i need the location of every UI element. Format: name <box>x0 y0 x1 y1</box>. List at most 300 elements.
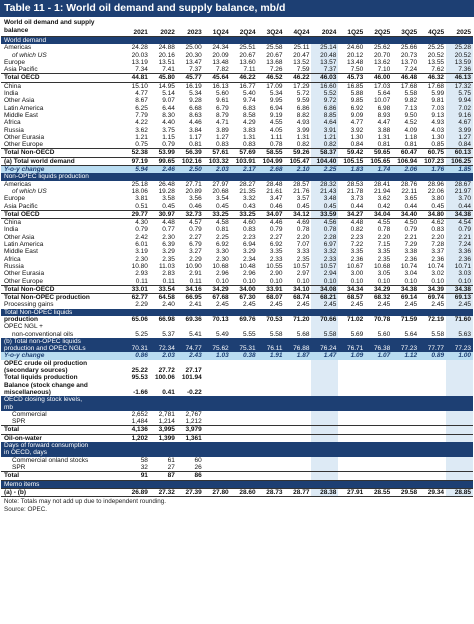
table-cell: 64.58 <box>158 294 175 302</box>
table-cell: 0.81 <box>377 141 391 149</box>
table-cell: -1.66 <box>133 388 148 396</box>
table-cell <box>258 173 285 180</box>
table-cell: 0.10 <box>377 277 391 285</box>
table-cell <box>204 323 231 330</box>
table-cell <box>177 360 204 367</box>
table-cell <box>311 173 338 180</box>
table-cell: 4.93 <box>431 119 445 127</box>
row-label: World demand <box>1 37 123 45</box>
table-cell <box>177 37 204 45</box>
table-row <box>1 66 473 74</box>
table-cell <box>231 389 258 396</box>
table-cell <box>446 338 473 345</box>
row-label: Europe <box>4 195 25 203</box>
table-cell <box>419 173 446 180</box>
table-cell <box>123 382 150 389</box>
table-cell: 72.34 <box>150 345 177 352</box>
note-rounding: Note: Totals may not add up due to independent rounding. <box>4 498 166 506</box>
table-cell: 0.83 <box>431 226 445 234</box>
table-cell <box>392 374 419 381</box>
table-cell <box>446 472 473 480</box>
table-cell: 2.29 <box>135 301 148 309</box>
table-cell: 4.55 <box>377 219 391 227</box>
table-cell <box>365 37 392 45</box>
oil-balance-table <box>1 17 473 497</box>
table-cell <box>123 449 150 456</box>
col-header: 4Q25 <box>419 17 446 37</box>
table-cell: 25.51 <box>239 44 256 52</box>
table-cell: 25.18 <box>131 180 148 188</box>
table-cell: 2.28 <box>311 234 338 241</box>
table-cell <box>231 434 258 442</box>
row-label: Commercial <box>12 410 47 418</box>
table-cell: 16.19 <box>185 82 202 90</box>
table-cell <box>311 442 338 449</box>
table-cell: 1,214 <box>158 418 175 426</box>
table-cell: 101.94 <box>181 374 202 382</box>
table-cell <box>446 37 473 45</box>
table-cell: 9.28 <box>189 97 202 105</box>
table-cell: 3.35 <box>350 248 364 256</box>
table-cell <box>204 338 231 345</box>
row-label: Europe <box>4 58 25 66</box>
table-cell <box>150 396 177 403</box>
table-cell: 6.92 <box>216 241 229 249</box>
table-cell: 59.65 <box>365 149 392 157</box>
table-cell: 6.86 <box>296 104 310 112</box>
table-cell <box>338 309 365 316</box>
row-label: Other Europe <box>4 141 44 149</box>
table-cell: 2.90 <box>269 270 283 278</box>
table-cell: 10.68 <box>212 262 229 270</box>
table-cell: 3.29 <box>242 248 256 256</box>
table-cell <box>311 426 338 434</box>
table-cell <box>446 382 473 389</box>
table-cell <box>338 472 365 480</box>
table-cell: 99.65 <box>150 157 177 165</box>
table-cell: 3.57 <box>296 195 310 203</box>
table-cell <box>311 480 338 488</box>
table-cell <box>231 404 258 411</box>
table-row <box>1 52 473 59</box>
table-cell: 76.11 <box>258 345 285 352</box>
table-cell <box>365 480 392 488</box>
table-cell: 27.39 <box>177 488 204 496</box>
table-cell: 8.63 <box>189 111 202 119</box>
section-header-row <box>1 404 473 411</box>
table-row <box>1 382 473 389</box>
table-cell <box>365 173 392 180</box>
row-label: Memo items <box>1 480 123 488</box>
table-cell <box>258 382 285 389</box>
table-cell: 4.46 <box>189 119 202 127</box>
table-cell <box>150 382 177 389</box>
table-cell <box>419 37 446 45</box>
table-cell: 5.75 <box>446 90 473 97</box>
table-row <box>1 263 473 270</box>
table-cell: 20.12 <box>347 51 364 59</box>
table-cell: 3.88 <box>377 126 391 134</box>
table-cell: 13.52 <box>293 58 310 66</box>
table-cell: 2.91 <box>189 270 202 278</box>
row-label: Days of forward consumption <box>1 442 123 449</box>
table-cell: 2.30 <box>162 233 175 241</box>
table-cell <box>311 37 338 45</box>
table-cell: 1.15 <box>162 133 175 141</box>
table-cell <box>338 418 365 426</box>
table-cell <box>338 173 365 180</box>
table-cell: 3.83 <box>242 126 256 134</box>
table-cell <box>150 338 177 345</box>
table-cell: 5.34 <box>269 90 283 98</box>
table-row <box>1 352 473 359</box>
row-label: of which US <box>12 51 47 59</box>
table-cell <box>338 367 365 374</box>
col-header: 2021 <box>123 17 150 37</box>
table-cell <box>311 382 338 389</box>
row-label: Latin America <box>4 241 44 249</box>
table-cell: 1,212 <box>185 418 202 426</box>
table-cell <box>419 338 446 345</box>
table-cell: 0.45 <box>216 202 229 210</box>
table-cell: 0.78 <box>311 226 338 233</box>
table-cell: 28.32 <box>311 181 338 188</box>
table-cell: 104.99 <box>258 157 285 165</box>
table-cell: 21.76 <box>293 187 310 195</box>
table-cell: 2.23 <box>350 233 364 241</box>
table-cell: 77.23 <box>446 345 473 352</box>
table-cell: 6.79 <box>216 104 229 112</box>
table-cell: 34.34 <box>338 285 365 293</box>
row-label: Other Asia <box>4 233 35 241</box>
table-cell <box>338 389 365 396</box>
col-header: 4Q24 <box>285 17 312 37</box>
table-cell <box>365 323 392 330</box>
table-cell: 28.27 <box>239 180 256 188</box>
table-row <box>1 464 473 472</box>
table-cell: 6.01 <box>135 241 148 249</box>
table-cell <box>446 404 473 411</box>
table-cell <box>446 374 473 381</box>
table-cell: 9.16 <box>446 112 473 119</box>
table-cell <box>258 309 285 316</box>
table-cell <box>150 37 177 45</box>
table-cell <box>419 418 446 426</box>
table-cell: 3.33 <box>296 248 310 256</box>
table-cell: 25.22 <box>131 367 148 375</box>
table-cell: 7.62 <box>431 66 445 74</box>
table-cell: 9.85 <box>350 97 364 105</box>
table-cell <box>258 464 285 472</box>
table-row <box>1 316 473 323</box>
table-cell: 70.31 <box>123 345 150 352</box>
table-cell: 53.99 <box>150 149 177 157</box>
table-row <box>1 149 473 157</box>
table-cell <box>204 426 231 434</box>
table-cell <box>204 418 231 426</box>
table-cell: 2.68 <box>258 166 285 174</box>
table-row <box>1 210 473 218</box>
table-cell <box>311 323 338 330</box>
table-cell: 5.64 <box>404 330 418 338</box>
table-cell: 9.09 <box>350 111 364 119</box>
table-cell <box>258 426 285 434</box>
table-cell <box>446 418 473 426</box>
table-cell: 2,781 <box>158 410 175 418</box>
table-cell: 3.35 <box>269 248 283 256</box>
table-cell: 2.20 <box>296 233 310 241</box>
table-cell: 66.95 <box>185 294 202 302</box>
table-cell <box>419 411 446 418</box>
table-cell: 3.35 <box>377 248 391 256</box>
table-cell: 0.11 <box>135 277 148 285</box>
table-cell: 3.04 <box>404 270 418 278</box>
table-cell: 13.51 <box>158 58 175 66</box>
table-cell <box>258 480 285 488</box>
table-cell <box>285 382 312 389</box>
table-cell: 7.36 <box>446 66 473 74</box>
table-notes <box>0 498 474 514</box>
table-cell <box>392 338 419 345</box>
table-cell: 34.08 <box>311 285 338 293</box>
table-cell: 34.16 <box>177 285 204 293</box>
table-cell: 28.41 <box>373 180 391 188</box>
table-cell: 29.77 <box>123 210 150 218</box>
table-cell: 2.36 <box>350 255 364 263</box>
table-cell: 2.96 <box>216 270 229 278</box>
table-cell <box>338 37 365 45</box>
table-cell: 2.96 <box>242 270 256 278</box>
col-header: 2022 <box>150 17 177 37</box>
table-cell: 20.89 <box>185 187 202 195</box>
table-cell: 2.45 <box>269 301 283 309</box>
row-label: India <box>4 226 19 234</box>
table-cell <box>177 173 204 180</box>
table-cell: 0.89 <box>419 352 446 359</box>
table-cell: 5.60 <box>216 90 229 98</box>
table-cell: 27.97 <box>212 180 229 188</box>
table-cell: 25.11 <box>293 44 310 52</box>
table-cell: 3.02 <box>431 270 445 278</box>
table-cell: 102.16 <box>177 157 204 165</box>
table-cell: 20.73 <box>400 51 418 59</box>
table-cell: 46.00 <box>365 74 392 82</box>
table-cell: 28.73 <box>258 488 285 496</box>
table-cell: 32 <box>140 463 148 471</box>
table-cell: 34.29 <box>365 285 392 293</box>
table-cell: 2.35 <box>296 255 310 263</box>
table-cell: 4.56 <box>311 219 338 227</box>
table-row <box>1 188 473 195</box>
table-cell: 28.38 <box>311 488 338 496</box>
table-cell: 11.03 <box>159 262 175 270</box>
table-row <box>1 285 473 293</box>
table-cell: 0.10 <box>404 277 418 285</box>
table-cell <box>204 389 231 396</box>
table-cell: 59.42 <box>338 149 365 157</box>
table-cell: 3.89 <box>216 126 229 134</box>
row-label: in OECD, days <box>1 449 123 456</box>
table-cell <box>231 442 258 449</box>
table-cell: 25.25 <box>427 44 445 52</box>
table-cell <box>285 457 312 464</box>
table-cell: 28.76 <box>400 180 418 188</box>
table-cell: 2.17 <box>231 166 258 174</box>
table-cell: 10.74 <box>427 262 445 270</box>
table-cell: 7.41 <box>162 66 175 74</box>
table-cell <box>392 396 419 403</box>
table-cell: 30.97 <box>150 210 177 218</box>
table-cell: 3.70 <box>446 195 473 202</box>
table-cell <box>338 442 365 449</box>
table-cell: 2.35 <box>377 255 391 263</box>
table-cell: 5.58 <box>311 331 338 338</box>
table-cell <box>311 434 338 442</box>
table-cell: 20.70 <box>373 51 391 59</box>
table-cell <box>285 426 312 434</box>
table-cell: 69.14 <box>400 294 418 302</box>
table-cell <box>123 323 150 330</box>
table-cell: 7.59 <box>296 66 310 74</box>
table-cell: 6.44 <box>162 104 175 112</box>
table-cell: 20.09 <box>212 51 229 59</box>
table-cell <box>150 480 177 488</box>
table-cell: 7.10 <box>377 66 391 74</box>
table-cell: 10.07 <box>373 97 391 105</box>
table-cell: 7.26 <box>269 66 283 74</box>
table-cell: 20.16 <box>158 51 175 59</box>
row-label: Total Non-OPEC production <box>4 294 90 302</box>
row-label: Other Europe <box>4 277 44 285</box>
table-cell: 7.82 <box>216 66 229 74</box>
table-cell: 2.35 <box>162 255 175 263</box>
row-label: Total OECD <box>1 210 123 218</box>
table-cell: 45.77 <box>177 74 204 82</box>
table-cell: 14.95 <box>158 82 175 90</box>
table-cell <box>365 389 392 396</box>
table-cell: 5.94 <box>123 166 150 174</box>
table-cell <box>311 472 338 480</box>
table-cell: 3.99 <box>446 127 473 134</box>
table-cell: 21.43 <box>311 188 338 195</box>
col-header: 2Q25 <box>365 17 392 37</box>
table-cell <box>231 449 258 456</box>
table-cell <box>285 472 312 480</box>
table-cell: 2,652 <box>131 410 148 418</box>
row-label: Americas <box>4 180 32 188</box>
table-cell: 2.45 <box>311 301 338 308</box>
table-cell: 6.94 <box>269 104 283 112</box>
table-cell <box>446 309 473 316</box>
table-cell: 0.10 <box>350 277 364 285</box>
table-row <box>1 488 473 496</box>
table-row <box>1 457 473 464</box>
table-cell <box>231 480 258 488</box>
table-cell: 5.58 <box>404 90 418 98</box>
table-cell: 58.37 <box>311 149 338 157</box>
table-cell: 8.85 <box>311 112 338 119</box>
table-cell: 58.55 <box>258 149 285 157</box>
table-cell: 2.43 <box>177 352 204 359</box>
table-cell: 1,484 <box>131 418 148 426</box>
table-row <box>1 203 473 211</box>
table-cell: 13.70 <box>400 58 418 66</box>
col-header: 3Q25 <box>392 17 419 37</box>
table-cell: 0.45 <box>296 202 310 210</box>
table-cell: 105.47 <box>285 157 312 165</box>
table-cell <box>419 457 446 464</box>
table-cell: 2.21 <box>404 233 418 241</box>
table-cell: 28.85 <box>446 488 473 496</box>
table-cell: 34.39 <box>419 285 446 293</box>
table-cell <box>177 396 204 403</box>
table-cell <box>204 382 231 389</box>
table-cell: 77.23 <box>392 345 419 352</box>
table-row <box>1 119 473 126</box>
table-cell: 0.79 <box>162 141 175 149</box>
table-cell: 34.29 <box>204 285 231 293</box>
table-cell: 46.32 <box>419 74 446 82</box>
table-cell: 6.97 <box>311 241 338 248</box>
table-cell: 2.94 <box>311 270 338 277</box>
table-cell <box>204 442 231 449</box>
table-cell: 46.22 <box>285 74 312 82</box>
table-cell: 4.57 <box>189 219 202 227</box>
table-cell: 2.45 <box>350 301 364 309</box>
table-cell: 0.10 <box>269 277 283 285</box>
table-cell: 0.10 <box>311 278 338 286</box>
table-cell <box>365 457 392 464</box>
table-cell <box>285 404 312 411</box>
table-cell: 9.94 <box>446 97 473 104</box>
table-cell: 0.85 <box>431 141 445 149</box>
table-cell <box>419 309 446 316</box>
table-row <box>1 367 473 374</box>
table-cell <box>419 404 446 411</box>
table-cell: 16.85 <box>347 82 364 90</box>
table-cell: 59.26 <box>285 149 312 157</box>
table-cell: 9.59 <box>296 97 310 105</box>
table-cell: 1.27 <box>446 134 473 141</box>
table-cell <box>204 457 231 464</box>
table-cell <box>231 411 258 418</box>
table-cell <box>365 360 392 367</box>
table-cell: 1.17 <box>189 133 202 141</box>
table-cell: 8.79 <box>216 111 229 119</box>
table-cell: 1,399 <box>158 434 175 442</box>
table-cell: 22.11 <box>401 187 418 195</box>
table-cell: 4.52 <box>404 119 418 127</box>
table-cell: 2.40 <box>162 301 175 309</box>
table-cell: 34.40 <box>392 210 419 218</box>
table-cell <box>150 173 177 180</box>
table-cell <box>231 464 258 472</box>
row-label: Asia Pacific <box>4 66 38 74</box>
table-cell: 34.80 <box>419 210 446 218</box>
table-cell <box>231 374 258 381</box>
col-header: 2023 <box>177 17 204 37</box>
table-cell: 0.11 <box>189 277 202 285</box>
table-cell: 0.78 <box>269 141 283 149</box>
row-label: (b) Total non-OPEC liquids <box>1 338 123 345</box>
table-cell: 8.67 <box>135 97 148 105</box>
table-cell <box>150 449 177 456</box>
table-cell: 4.03 <box>431 126 445 134</box>
table-cell: 4.05 <box>269 126 283 134</box>
table-cell: 7.37 <box>311 66 338 74</box>
table-cell <box>231 457 258 464</box>
table-cell: 3.54 <box>216 195 229 203</box>
